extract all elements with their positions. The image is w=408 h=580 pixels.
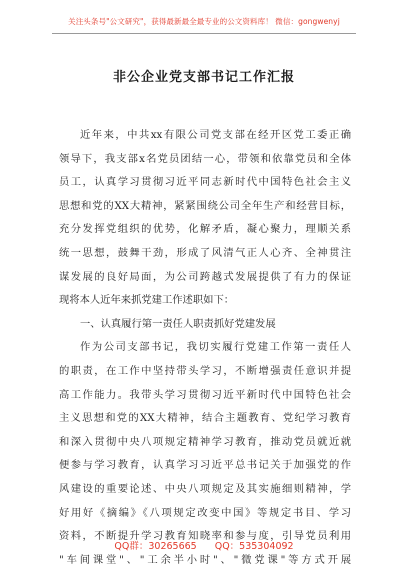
footer-qq-number[interactable]: QQ：535304092 [214,541,294,552]
body-line: 风建设的重要论述、中央八项规定及其实施细则精神，学 [59,482,351,495]
section-heading: 一、认真履行第一责任人职责抓好党建发展 [80,317,276,330]
header-banner[interactable]: 关注头条号"公文研究"，获得最新最全最专业的公文资料库！ 微信：gongwenyj [68,17,340,26]
footer-qq-group[interactable]: QQ群：30265665 [114,541,197,552]
body-line: 领导下，我支部x名党员团结一心，带领和依靠党员和全体 [59,152,351,165]
body-line: 作为公司支部书记，我切实履行党建工作第一责任人 [80,341,351,354]
footer-contact [0,538,408,552]
body-line: 好用好《摘编》《八项规定改变中国》等规定书目、学习 [59,506,351,519]
body-line: 现将本人近年来抓党建工作述职如下： [59,294,235,307]
body-line: 思想和党的XX大精神，紧紧围绕公司全年生产和经营目标， [59,199,351,212]
body-line: 充分发挥党组织的优势，化解矛盾，凝心聚力，理顺关系 [59,223,351,236]
body-line: "车间课堂"、"工余半小时"、"微党课"等方式开展 [59,553,351,566]
body-line: 的职责，在工作中坚持带头学习，不断增强责任意识并提 [59,364,351,377]
header-divider [52,33,356,34]
body-line: 和深入贯彻中央八项规定精神学习教育，推动党员就近就 [59,435,351,448]
body-line: 便参与学习教育，认真学习习近平总书记关于加强党的作 [59,459,351,472]
body-line: 近年来，中共xx有限公司党支部在经开区党工委正确 [80,129,351,141]
document-title: 非公企业党支部书记工作汇报 [112,70,295,85]
body-line: 高工作能力。我带头学习贯彻习近平新时代中国特色社会 [59,388,351,401]
body-line: 主义思想和党的XX大精神，结合主题教育、党纪学习教育 [59,412,351,425]
body-line: 谋发展的良好局面，为公司跨越式发展提供了有力的保证 [59,270,351,283]
document-body [59,124,351,572]
body-line: 统一思想，鼓舞干劲，形成了风清气正人心齐、全神贯注 [59,246,351,259]
body-line: 资料，不断提升学习教育知晓率和参与度，引导党员利用 [59,530,351,543]
body-line: 员工，认真学习贯彻习近平同志新时代中国特色社会主义 [59,176,351,189]
